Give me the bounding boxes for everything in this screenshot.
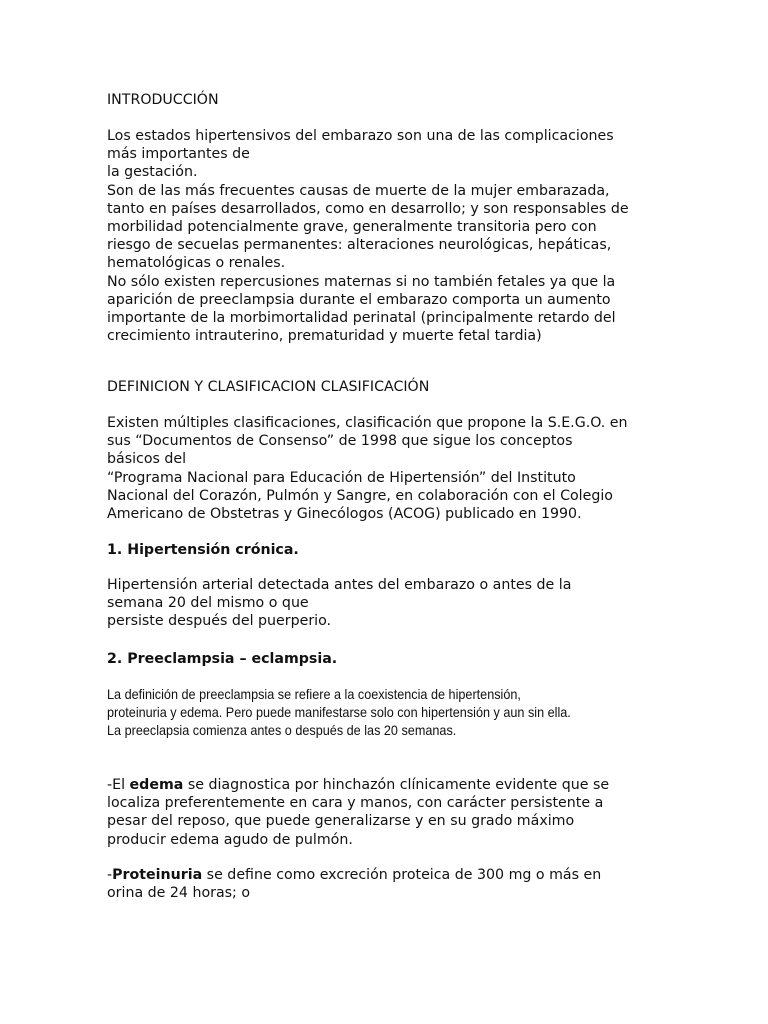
edema-paragraph xyxy=(107,776,667,849)
text-line: Americano de Obstetras y Ginecólogos (ACOG) publicado en 1990. xyxy=(107,506,582,523)
intro-paragraph xyxy=(107,127,667,345)
intro-heading: INTRODUCCIÓN xyxy=(107,92,219,108)
proteinuria-paragraph xyxy=(107,866,667,902)
text-line: No sólo existen repercusiones maternas si no también fetales ya que la xyxy=(107,273,616,290)
text-line: más importantes de xyxy=(107,146,250,163)
text-line: sus “Documentos de Consenso” de 1998 que sigue los conceptos xyxy=(107,433,573,450)
text-line xyxy=(107,866,667,884)
chronic-hypertension-paragraph xyxy=(107,576,667,631)
proteinuria-prefix: - xyxy=(107,867,113,883)
text-line: básicos del xyxy=(107,451,187,468)
preeclampsia-heading: 2. Preeclampsia – eclampsia. xyxy=(107,651,338,667)
preeclampsia-paragraph xyxy=(107,686,665,741)
text-line: tanto en países desarrollados, como en desarrollo; y son responsables de xyxy=(107,200,629,217)
text-line: Hipertensión arterial detectada antes del embarazo o antes de la xyxy=(107,577,572,593)
text-line: La preeclapsia comienza antes o después de las 20 semanas. xyxy=(107,723,457,739)
text-line: Los estados hipertensivos del embarazo son una de las complicaciones xyxy=(107,128,614,144)
text-line: La definición de preeclampsia se refiere a la coexistencia de hipertensión, xyxy=(107,687,521,702)
text-line: proteinuria y edema. Pero puede manifestarse solo con hipertensión y aun sin ella. xyxy=(107,705,571,721)
text-line: producir edema agudo de pulmón. xyxy=(107,831,353,848)
text-line: riesgo de secuelas permanentes: alteraciones neurológicas, hepáticas, xyxy=(107,237,612,254)
text-line: morbilidad potencialmente grave, generalmente transitoria pero con xyxy=(107,219,597,236)
edema-prefix: -El xyxy=(107,777,130,793)
proteinuria-term: Proteinuria xyxy=(112,867,203,883)
text-line xyxy=(107,776,667,794)
text-line: orina de 24 horas; o xyxy=(107,885,251,902)
edema-term: edema xyxy=(129,777,184,793)
definition-paragraph xyxy=(107,414,667,523)
text-line: Existen múltiples clasificaciones, clasificación que propone la S.E.G.O. en xyxy=(107,415,628,431)
text-line: importante de la morbimortalidad perinatal (principalmente retardo del xyxy=(107,310,616,327)
text-line: “Programa Nacional para Educación de Hipertensión” del Instituto xyxy=(107,469,576,486)
text-line: crecimiento intrauterino, prematuridad y muerte fetal tardia) xyxy=(107,328,542,345)
text-line: aparición de preeclampsia durante el embarazo comporta un aumento xyxy=(107,291,611,308)
text-line: hematológicas o renales. xyxy=(107,255,286,272)
text-line: semana 20 del mismo o que xyxy=(107,595,309,612)
text-line: la gestación. xyxy=(107,164,198,181)
definition-heading: DEFINICION Y CLASIFICACION CLASIFICACIÓN xyxy=(107,379,430,395)
text-line: persiste después del puerperio. xyxy=(107,613,332,630)
proteinuria-first-rest: se define como excreción proteica de 300 mg o más en xyxy=(202,867,602,883)
text-line: localiza preferentemente en cara y manos, con carácter persistente a xyxy=(107,795,604,812)
text-line: pesar del reposo, que puede generalizarse y en su grado máximo xyxy=(107,813,575,830)
edema-first-rest: se diagnostica por hinchazón clínicamente evidente que se xyxy=(183,777,610,793)
text-line: Son de las más frecuentes causas de muerte de la mujer embarazada, xyxy=(107,182,610,199)
text-line: Nacional del Corazón, Pulmón y Sangre, en colaboración con el Colegio xyxy=(107,487,613,504)
chronic-hypertension-heading: 1. Hipertensión crónica. xyxy=(107,542,299,558)
